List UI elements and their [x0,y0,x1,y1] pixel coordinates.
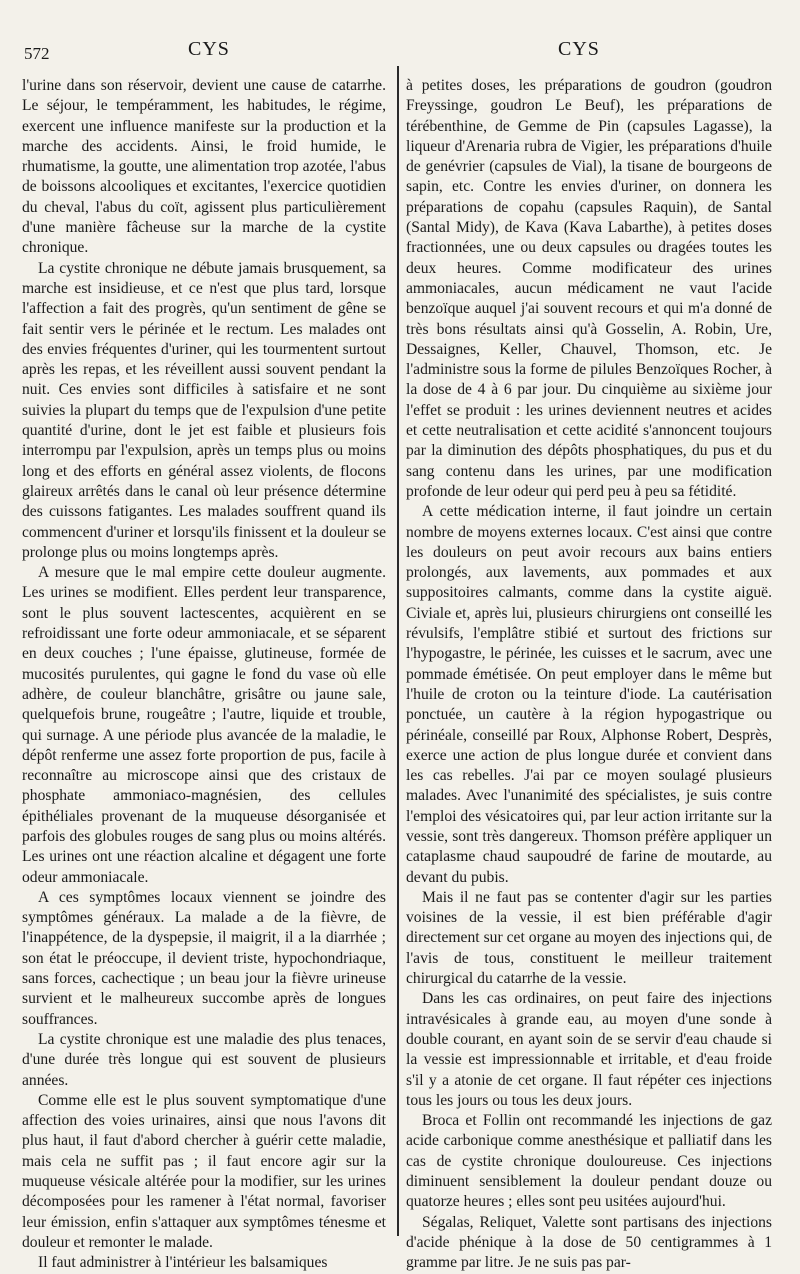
paragraph: Mais il ne faut pas se contenter d'agir sur les parties voisines de la vessie, il est bien préférable d'agir directement sur cet organe au moyen des injections qui, de l'avis de tous, constituent le meilleur traitement chirurgical du catarrhe de la vessie. [406,888,772,988]
paragraph: A mesure que le mal empire cette douleur augmente. Les urines se modifient. Elles perdent leur transparence, sont le plus souvent lactescentes, acquièrent en se refroidissant une forte odeur ammoniacale, et se séparent en deux couches ; l'une épaisse, glutineuse, formée de mucosités purulentes, qui gagne le fond du vase où elle adhère, de couleur blanchâtre, grisâtre ou jaune sale, quelquefois brune, rougeâtre ; l'autre, liquide et trouble, qui surnage. A une période plus avancée de la maladie, le dépôt renferme une assez forte proportion de pus, facile à reconnaître au microscope ainsi que des cristaux de phosphate ammoniaco-magnésien, des cellules épithéliales provenant de la muqueuse désorganisée et parfois des globules rouges de sang plus ou moins altérés. Les urines ont une réaction alcaline et dégagent une forte odeur ammoniacale. [22,564,386,886]
paragraph: Dans les cas ordinaires, on peut faire des injections intravésicales à grande eau, au moyen d'une sonde à double courant, en ayant soin de se servir d'eau chaude si la vessie est impressionnable et irritable, et d'eau froide s'il y a atonie de cet organe. Il faut répéter ces injections tous les jours ou tous les deux jours. [406,990,772,1109]
running-head-right: CYS [558,38,600,60]
paragraph: Ségalas, Reliquet, Valette sont partisans des injections d'acide phénique à la dose de 50 centigrammes à 1 gramme par litre. Je ne suis pas par- [406,1213,772,1272]
paragraph: A ces symptômes locaux viennent se joindre des symptômes généraux. La malade a de la fièvre, de l'inappétence, de la dyspepsie, il maigrit, il a la diarrhée ; son état le préoccupe, il devient triste, hypochondriaque, sans forces, cachectique ; un beau jour la fièvre urineuse survient et le malheureux succombe après de longues souffrances. [22,888,386,1028]
paragraph: l'urine dans son réservoir, devient une cause de catarrhe. Le séjour, le tempéramment, les habitudes, le régime, exercent une influence manifeste sur la production et la marche des accidents. Ainsi, le froid humide, le rhumatisme, la goutte, une alimentation trop azotée, l'abus de boissons alcooliques et excitantes, l'exercice quotidien du cheval, l'abus du coït, agissent plus particulièrement d'une manière fâcheuse sur la marche de la cystite chronique. [22,77,386,257]
paragraph: La cystite chronique ne débute jamais brusquement, sa marche est insidieuse, et ce n'est que plus tard, lorsque l'affection a fait des progrès, qu'un sentiment de gêne se fait sentir vers le périnée et le rectum. Les malades ont des envies fréquentes d'uriner, qui les tourmentent surtout après les repas, et les réveillent aussi souvent pendant la nuit. Ces envies sont difficiles à satisfaire et ne sont suivies la plupart du temps que de l'expulsion d'une petite quantité d'urine, dont le jet est faible et plusieurs fois interrompu par l'expulsion, après un temps plus ou moins long et des efforts en général assez violents, de flocons glaireux arrêtés dans le canal où leur présence détermine des cuissons fatigantes. Les malades souffrent quand ils commencent d'uriner et lorsqu'ils finissent et la douleur se prolonge plus ou moins longtemps après. [22,259,386,561]
paragraph: Comme elle est le plus souvent symptomatique d'une affection des voies urinaires, ainsi que nous l'avons dit plus haut, il faut d'abord chercher à guérir cette maladie, mais cela ne suffit pas ; il faut encore agir sur la muqueuse vésicale altérée pour la modifier, sur les urines décomposées pour les ramener à l'état normal, favoriser leur émission, enfin s'attaquer aux symptômes ténesme et douleur et remonter le malade. [22,1091,386,1251]
running-head-left: CYS [188,38,230,60]
paragraph: La cystite chronique est une maladie des plus tenaces, d'une durée très longue qui est souvent de plusieurs années. [22,1030,386,1089]
paragraph: Il faut administrer à l'intérieur les balsamiques [38,1254,328,1272]
page-header [0,32,800,66]
paragraph: A cette médication interne, il faut joindre un certain nombre de moyens externes locaux. C'est ainsi que contre les douleurs on peut avoir recours aux bains entiers prolongés, aux lavements, aux pommades et aux suppositoires calmants, comme dans la cystite aiguë. Civiale et, après lui, plusieurs chirurgiens ont conseillé les révulsifs, l'emplâtre stibié et surtout des frictions sur l'hypogastre, le périnée, les cuisses et le sacrum, avec une pommade émétisée. On peut employer dans le même but l'huile de croton ou la teinture d'iode. La cautérisation ponctuée, un cautère à la région hypogastrique ou périnéale, conseillé par Roux, Alphonse Robert, Desprès, exerce une action de plus longue durée et convient dans les cas rebelles. J'ai par ce moyen soulagé plusieurs malades. Avec l'unanimité des spécialistes, je suis contre l'emploi des vésicatoires qui, par leur action irritante sur la vessie, sont très dangereux. Thomson préfère appliquer un cataplasme chaud saupoudré de farine de moutarde, au devant du pubis. [406,503,772,886]
paragraph: à petites doses, les préparations de goudron (goudron Freyssinge, goudron Le Beuf), les préparations de térébenthine, de Gemme de Pin (capsules Lagasse), la liqueur d'Arenaria rubra de Vigier, les préparations d'huile de genévrier (capsules de Vial), la tisane de bourgeons de sapin, etc. Contre les envies d'uriner, on donnera les préparations de copahu (capsules Raquin), de Santal (Santal Midy), de Kava (Kava Labarthe), à petites doses fractionnées, une ou deux capsules ou dragées toutes les deux heures. Comme modificateur des urines ammoniacales, aucun médicament ne vaut l'acide benzoïque auquel j'ai souvent recours et qui m'a donné de très bons résultats ainsi qu'à Gosselin, A. Robin, Ure, Dessaignes, Keller, Chauvel, Thomson, etc. Je l'administre sous la forme de pilules Benzoïques Rocher, à la dose de 4 à 6 par jour. Du cinquième au sixième jour l'effet se produit : les urines deviennent neutres et acides et cette neutralisation et cette acidité s'annoncent toujours par la diminution des dépôts phosphatiques, du pus et du sang contenu dans les urines, par une modification profonde de leur odeur qui perd peu à peu sa fétidité. [406,77,772,500]
column-divider [397,66,399,1236]
paragraph: Broca et Follin ont recommandé les injections de gaz acide carbonique comme anesthésique et palliatif dans les cas de cystite chronique douloureuse. Ces injections diminuent sensiblement la douleur pendant douze ou quatorze heures ; elles sont peu usitées aujourd'hui. [406,1112,772,1211]
page-number: 572 [24,44,50,63]
left-column [22,76,386,1274]
right-column [406,76,772,1274]
